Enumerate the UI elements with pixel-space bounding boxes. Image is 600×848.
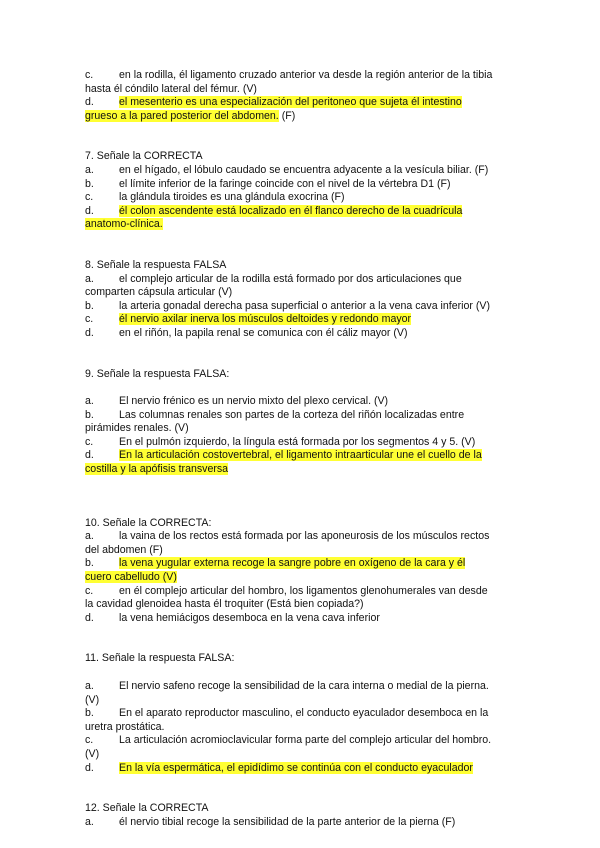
option-line bbox=[85, 449, 515, 463]
option-line bbox=[85, 110, 515, 124]
option-text: la arteria gonadal derecha pasa superficial o anterior a la vena cava inferior (V) bbox=[119, 299, 490, 312]
question-title: 8. Señale la respuesta FALSA bbox=[85, 258, 227, 271]
option-label: a. bbox=[85, 815, 94, 828]
option-line bbox=[85, 164, 515, 178]
option-text: El nervio safeno recoge la sensibilidad de la cara interna o medial de la pierna. bbox=[119, 680, 489, 692]
option-text: El nervio frénico es un nervio mixto del plexo cervical. (V) bbox=[119, 395, 389, 408]
option-line bbox=[85, 409, 515, 423]
question-title: 11. Señale la respuesta FALSA: bbox=[85, 652, 235, 665]
option-line bbox=[85, 218, 515, 232]
option-label: c. bbox=[85, 584, 94, 597]
option-label: b. bbox=[85, 557, 94, 570]
option-line bbox=[85, 557, 515, 571]
option-line bbox=[85, 96, 515, 110]
option-label: b. bbox=[85, 299, 94, 312]
option-text: él nervio tibial recoge la sensibilidad de la parte anterior de la pierna (F) bbox=[119, 815, 456, 828]
option-line bbox=[85, 707, 515, 721]
option-label: a. bbox=[85, 272, 94, 285]
option-label: a. bbox=[85, 680, 94, 692]
option-line bbox=[85, 585, 515, 599]
option-label: a. bbox=[85, 530, 94, 543]
option-text: el complejo articular de la rodilla está formado por dos articulaciones que bbox=[119, 272, 462, 285]
option-text: la cavidad glenoidea hasta él troquiter (Está bien copiada?) bbox=[85, 598, 364, 611]
option-text: hasta él cóndilo lateral del fémur. (V) bbox=[85, 82, 257, 95]
option-text: La articulación acromioclavicular forma parte del complejo articular del hombro. bbox=[119, 734, 492, 747]
option-label: b. bbox=[85, 707, 94, 720]
option-line bbox=[85, 205, 515, 219]
option-line bbox=[85, 286, 515, 300]
option-line bbox=[85, 544, 515, 558]
question-block bbox=[85, 150, 515, 232]
option-label: b. bbox=[85, 408, 94, 421]
option-text: uretra prostática. bbox=[85, 720, 165, 733]
option-line bbox=[85, 530, 515, 544]
option-text: él colon ascendente está localizado en él flanco derecho de la cuadrícula bbox=[119, 204, 463, 217]
option-label: d. bbox=[85, 611, 94, 624]
option-text: la vena yugular externa recoge la sangre pobre en oxígeno de la cara y él bbox=[119, 557, 466, 570]
option-text: en el riñón, la papila renal se comunica con él cáliz mayor (V) bbox=[119, 326, 408, 339]
question-title: 9. Señale la respuesta FALSA: bbox=[85, 367, 230, 380]
option-text: el límite inferior de la faringe coincide con el nivel de la vértebra D1 (F) bbox=[119, 177, 451, 190]
option-line bbox=[85, 436, 515, 450]
option-label: d. bbox=[85, 204, 94, 217]
option-line bbox=[85, 178, 515, 192]
option-line bbox=[85, 762, 515, 776]
option-text: la vena hemiácigos desemboca en la vena cava inferior bbox=[119, 611, 380, 624]
option-line bbox=[85, 83, 515, 97]
option-line bbox=[85, 612, 515, 626]
option-line bbox=[85, 463, 515, 477]
option-label: a. bbox=[85, 395, 94, 408]
option-text: En el aparato reproductor masculino, el conducto eyaculador desemboca en la bbox=[119, 707, 489, 720]
option-text: en él complejo articular del hombro, los ligamentos glenohumerales van desde bbox=[119, 584, 488, 597]
option-text: él nervio axilar inerva los músculos deltoides y redondo mayor bbox=[119, 313, 412, 326]
option-line bbox=[85, 395, 515, 409]
option-line bbox=[85, 69, 515, 83]
option-line bbox=[85, 571, 515, 585]
option-text: la glándula tiroides es una glándula exocrina (F) bbox=[119, 191, 345, 204]
option-text: anatomo-clínica. bbox=[85, 218, 163, 231]
option-label: c. bbox=[85, 69, 94, 81]
document-content bbox=[85, 69, 515, 829]
option-label: c. bbox=[85, 734, 94, 747]
option-text: el mesenterio es una especialización del peritoneo que sujeta él intestino bbox=[119, 96, 462, 109]
option-label: d. bbox=[85, 326, 94, 339]
option-text: la vaina de los rectos está formada por las aponeurosis de los músculos rectos bbox=[119, 530, 490, 543]
option-line bbox=[85, 191, 515, 205]
option-text: pirámides renales. (V) bbox=[85, 422, 189, 435]
question-block bbox=[85, 69, 515, 123]
option-line bbox=[85, 721, 515, 735]
option-line bbox=[85, 734, 515, 748]
option-text: del abdomen (F) bbox=[85, 543, 163, 556]
option-text: En la articulación costovertebral, el ligamento intraarticular une el cuello de la bbox=[119, 449, 482, 462]
question-block bbox=[85, 517, 515, 626]
option-line bbox=[85, 694, 515, 708]
option-label: d. bbox=[85, 96, 94, 109]
option-text: costilla y la apófisis transversa bbox=[85, 463, 229, 476]
option-text: comparten cápsula articular (V) bbox=[85, 286, 233, 299]
option-label: c. bbox=[85, 313, 94, 326]
option-text: (V) bbox=[85, 747, 100, 760]
option-line bbox=[85, 598, 515, 612]
option-line bbox=[85, 313, 515, 327]
option-text: Las columnas renales son partes de la corteza del riñón localizadas entre bbox=[119, 408, 465, 421]
question-title: 10. Señale la CORRECTA: bbox=[85, 516, 212, 529]
option-label: c. bbox=[85, 435, 94, 448]
option-line bbox=[85, 422, 515, 436]
option-line bbox=[85, 816, 515, 830]
option-line bbox=[85, 273, 515, 287]
option-label: d. bbox=[85, 761, 94, 774]
question-block bbox=[85, 802, 515, 829]
option-text: En el pulmón izquierdo, la língula está formada por los segmentos 4 y 5. (V) bbox=[119, 435, 476, 448]
option-line bbox=[85, 680, 515, 694]
option-text: en el hígado, el lóbulo caudado se encuentra adyacente a la vesícula biliar. (F) bbox=[119, 163, 489, 176]
question-title: 12. Señale la CORRECTA bbox=[85, 802, 209, 815]
question-block bbox=[85, 368, 515, 477]
option-label: b. bbox=[85, 177, 94, 190]
option-line bbox=[85, 327, 515, 341]
option-label: c. bbox=[85, 191, 94, 204]
option-text: grueso a la pared posterior del abdomen. bbox=[85, 109, 279, 122]
option-line bbox=[85, 748, 515, 762]
question-block bbox=[85, 652, 515, 775]
option-label: a. bbox=[85, 163, 94, 176]
option-text: cuero cabelludo (V) bbox=[85, 571, 177, 584]
option-label: d. bbox=[85, 449, 94, 462]
question-title: 7. Señale la CORRECTA bbox=[85, 150, 203, 163]
option-text: En la vía espermática, el epidídimo se continúa con el conducto eyaculador bbox=[119, 761, 473, 774]
option-line bbox=[85, 300, 515, 314]
question-block bbox=[85, 259, 515, 341]
option-verdict: (F) bbox=[278, 109, 296, 122]
option-text: (V) bbox=[85, 693, 100, 706]
option-text: en la rodilla, él ligamento cruzado anterior va desde la región anterior de la tibia bbox=[119, 69, 493, 81]
